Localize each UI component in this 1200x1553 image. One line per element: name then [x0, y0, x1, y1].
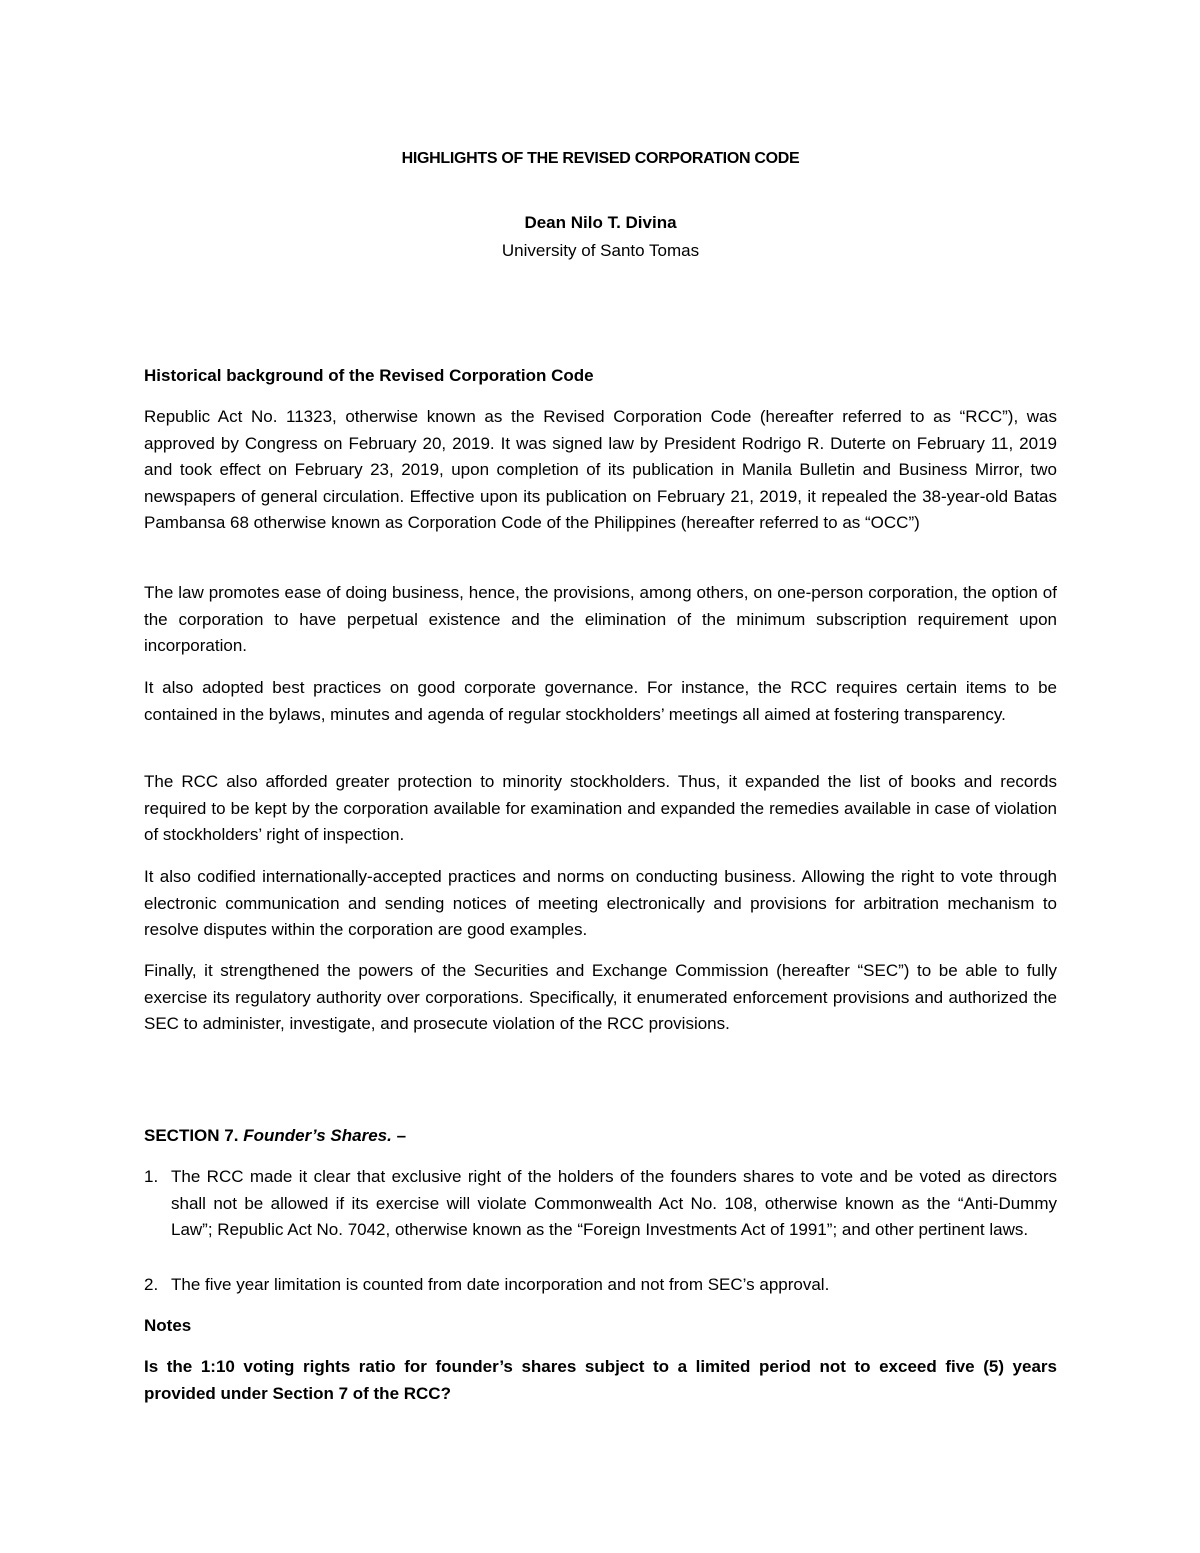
section7-list-item: [144, 1164, 1057, 1244]
list-number: 1.: [144, 1167, 159, 1186]
document-title: HIGHLIGHTS OF THE REVISED CORPORATION CODE: [401, 150, 800, 167]
section7-label: SECTION 7.: [144, 1126, 239, 1145]
document-page: [144, 0, 1057, 1553]
list-text: The RCC made it clear that exclusive right of the holders of the founders shares to vote and be voted as directors shall not be allowed if its exercise will violate Commonwealth Act No. 108, otherwise known as the “Anti-Dummy Law”; Republic Act No. 7042, otherwise known as the “Foreign Investments Act of 1991”; and other pertinent laws.: [171, 1167, 1057, 1239]
notes-question: Is the 1:10 voting rights ratio for founder’s shares subject to a limited period not to exceed five (5) years provided under Section 7 of the RCC?: [144, 1357, 1057, 1403]
historical-paragraph-6: Finally, it strengthened the powers of the Securities and Exchange Commission (hereafter “SEC”) to be able to fully exercise its regulatory authority over corporations. Specifically, it enumerated enforcement provisions and authorized the SEC to administer, investigate, and prosecute violation of the RCC provisions.: [144, 961, 1057, 1033]
section7-heading: [144, 1126, 1057, 1146]
section7-title: Founder’s Shares.: [243, 1126, 392, 1145]
historical-paragraph-2: The law promotes ease of doing business, hence, the provisions, among others, on one-person corporation, the option of the corporation to have perpetual existence and the elimination of the minimum subscription requirement upon incorporation.: [144, 583, 1057, 655]
list-number: 2.: [144, 1275, 159, 1294]
section7-dash: –: [396, 1126, 407, 1145]
historical-paragraph-4: The RCC also afforded greater protection to minority stockholders. Thus, it expanded the list of books and records required to be kept by the corporation available for examination and expanded the remedies available in case of violation of stockholders’ right of inspection.: [144, 772, 1057, 844]
author-affiliation: University of Santo Tomas: [501, 241, 700, 260]
section7-list-item: [144, 1272, 1057, 1299]
historical-paragraph-1: Republic Act No. 11323, otherwise known as the Revised Corporation Code (hereafter referred to as “RCC”), was approved by Congress on February 20, 2019. It was signed law by President Rodrigo R. Duterte on February 11, 2019 and took effect on February 23, 2019, upon completion of its publication in Manila Bulletin and Business Mirror, two newspapers of general circulation. Effective upon its publication on February 21, 2019, it repealed the 38-year-old Batas Pambansa 68 otherwise known as Corporation Code of the Philippines (hereafter referred to as “OCC”): [144, 407, 1057, 532]
list-text: The five year limitation is counted from date incorporation and not from SEC’s approval.: [171, 1275, 830, 1294]
historical-heading: Historical background of the Revised Corporation Code: [144, 366, 594, 385]
author-name: Dean Nilo T. Divina: [524, 213, 677, 232]
notes-heading: Notes: [144, 1316, 192, 1335]
historical-paragraph-5: It also codified internationally-accepted practices and norms on conducting business. Allowing the right to vote through electronic communication and sending notices of meeting electronically and provisions for arbitration mechanism to resolve disputes within the corporation are good examples.: [144, 867, 1057, 939]
historical-paragraph-3: It also adopted best practices on good corporate governance. For instance, the RCC requires certain items to be contained in the bylaws, minutes and agenda of regular stockholders’ meetings all aimed at fostering transparency.: [144, 678, 1057, 724]
